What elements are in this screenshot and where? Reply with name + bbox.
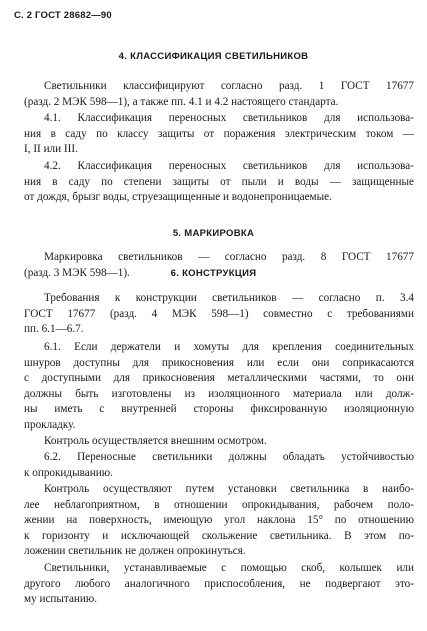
text-line: шнуров доступны для прикосновения или если они соприкасаются [24,356,414,369]
exception-note [24,561,414,608]
text-line: должны быть изготовлены из изоляционного материала или долж- [24,387,414,400]
text-line: прокладку. [24,418,76,431]
text-line: лее неблагоприятном, в отношении опрокидывания, рабочем поло- [24,498,414,511]
text-line: 4.2. Классификация переносных светильников для использова- [44,160,414,172]
section-4-intro [24,79,414,110]
text-line: ния в саду по степени защиты от пыли и воды — защищенные [24,175,414,188]
text-line: Светильники, устанавливаемые с помощью скоб, колышек или [44,562,414,574]
text-line: 6.2. Переносные светильники должны обладать устойчивостью [44,451,414,463]
section-4-title: 4. КЛАССИФИКАЦИЯ СВЕТИЛЬНИКОВ [118,51,309,62]
paragraph-4-2 [24,159,414,206]
text-line: ны иметь с внутренней стороны фиксированную изоляционную [24,403,414,416]
control-note-6-1 [24,434,414,450]
page-header: С. 2 ГОСТ 28682—90 [14,10,112,21]
paragraph-6-2 [24,450,414,481]
text-line: ния в саду по классу защиты от поражения электрическим током — [24,127,414,140]
text-line: с доступными для прикосновения металлическими частями, то они [24,372,414,385]
text-line: другого любого аналогичного приспособления, не подвергают это- [24,577,414,590]
text-line: Маркировка светильников — согласно разд. 8 ГОСТ 17677 [44,251,414,263]
text-line: 4.1. Классификация переносных светильников для использова- [44,112,414,124]
section-6-intro [24,291,414,338]
text-line: (разд. 3 МЭК 598—1). [24,266,130,279]
text-line: жении на поверхность, имеющую угол наклона 15° по отношению [24,514,414,527]
control-note-6-2 [24,482,414,560]
text-line: Контроль осуществляют путем установки светильника в наибо- [44,483,414,495]
text-line: Светильники классифицируют согласно разд. 1 ГОСТ 17677 [44,80,414,92]
text-line: ГОСТ 17677 (разд. 4 МЭК 598—1) совместно с требованиями [24,307,414,320]
text-line: 6.1. Если держатели и хомуты для крепления соединительных [44,341,414,353]
text-line: (разд. 2 МЭК 598—1), а также пп. 4.1 и 4.2 настоящего стандарта. [24,95,339,108]
text-line: от дождя, брызг воды, струезащищенные и водонепроницаемые. [24,191,332,204]
text-line: к опрокидыванию. [24,466,113,479]
text-line: пп. 6.1—6.7. [24,323,84,336]
text-line: Требования к конструкции светильников — согласно п. 3.4 [44,292,414,304]
paragraph-6-1 [24,340,414,434]
section-5-title: 5. МАРКИРОВКА [172,228,255,239]
text-line: ложении светильник не должен опрокинуться. [24,545,246,558]
text-line: Контроль осуществляется внешним осмотром. [44,435,267,447]
text-line: му испытанию. [24,593,98,606]
text-line: I, II или III. [24,143,78,156]
text-line: к горизонту и исключающей скольжение светильника. В этом по- [24,529,414,542]
paragraph-4-1 [24,111,414,158]
section-6-title: 6. КОНСТРУКЦИЯ [170,268,257,279]
